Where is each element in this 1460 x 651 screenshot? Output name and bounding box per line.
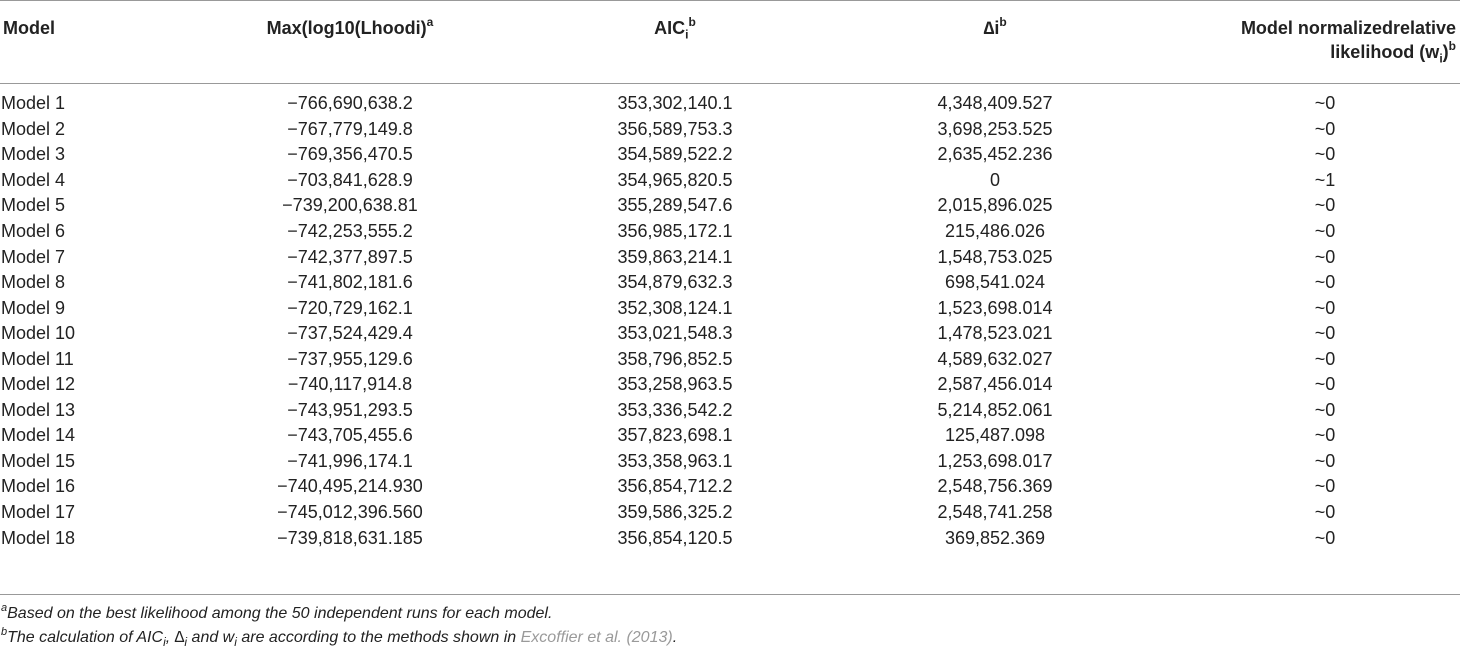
cell-aic: 356,854,120.5: [617, 527, 733, 548]
cell-relative-likelihood: ~0: [1314, 425, 1336, 446]
cell-relative-likelihood: ~0: [1314, 272, 1336, 293]
table-row: [0, 219, 1460, 245]
cell-model: Model 6: [1, 221, 66, 241]
cell-max-log-likelihood: −740,495,214.930: [277, 476, 423, 497]
cell-aic: 354,965,820.5: [617, 169, 733, 190]
cell-aic: 352,308,124.1: [617, 297, 733, 318]
cell-max-log-likelihood: −743,705,455.6: [287, 425, 413, 446]
header-relative-likelihood: Model normalizedrelative likelihood $(w_i)^b$: [1240, 18, 1456, 66]
cell-max-log-likelihood: −742,377,897.5: [287, 246, 413, 267]
table-row: [0, 270, 1460, 296]
cell-max-log-likelihood: −741,996,174.1: [287, 450, 413, 471]
table-row: [0, 193, 1460, 219]
cell-delta: 0: [989, 169, 1000, 190]
cell-model: Model 18: [1, 527, 76, 548]
header-delta: $\Delta i^b$: [983, 15, 1007, 38]
cell-model: Model 3: [1, 144, 66, 165]
table-row: [0, 372, 1460, 398]
table-row: [0, 142, 1460, 168]
cell-model: Model 17: [1, 502, 76, 523]
cell-max-log-likelihood: −743,951,293.5: [287, 399, 413, 420]
table-row: [0, 244, 1460, 270]
cell-aic: 353,021,548.3: [617, 323, 733, 344]
cell-max-log-likelihood: −739,200,638.81: [282, 195, 418, 216]
cell-relative-likelihood: ~0: [1314, 246, 1336, 267]
cell-delta: 2,548,741.258: [937, 502, 1053, 523]
cell-max-log-likelihood: −769,356,470.5: [287, 144, 413, 165]
cell-aic: 359,863,214.1: [617, 246, 733, 267]
cell-relative-likelihood: ~0: [1314, 297, 1336, 318]
cell-aic: 356,985,172.1: [617, 221, 733, 241]
cell-model: Model 2: [1, 118, 66, 139]
cell-model: Model 11: [1, 348, 74, 369]
table-row: [0, 398, 1460, 424]
cell-delta: 125,487.098: [944, 425, 1046, 446]
cell-model: Model 5: [1, 195, 66, 216]
cell-model: Model 15: [1, 450, 76, 471]
cell-max-log-likelihood: −766,690,638.2: [287, 93, 413, 114]
cell-aic: 356,854,712.2: [617, 476, 733, 497]
header-aic: $AIC_i^b$: [654, 15, 696, 42]
cell-relative-likelihood: ~1: [1314, 169, 1336, 190]
table-row: [0, 84, 1460, 117]
cell-model: Model 14: [1, 425, 76, 446]
cell-aic: 357,823,698.1: [617, 425, 733, 446]
cell-delta: 2,015,896.025: [937, 195, 1053, 216]
table-row: [0, 423, 1460, 449]
cell-aic: 354,589,522.2: [617, 144, 733, 165]
cell-relative-likelihood: ~0: [1314, 348, 1336, 369]
cell-aic: 358,796,852.5: [617, 348, 733, 369]
cell-relative-likelihood: ~0: [1314, 502, 1336, 523]
table-row: [0, 321, 1460, 347]
table-bottom-rule: [0, 594, 1460, 595]
cell-delta: 1,548,753.025: [937, 246, 1053, 267]
cell-max-log-likelihood: −737,955,129.6: [287, 348, 413, 369]
cell-max-log-likelihood: −737,524,429.4: [287, 323, 413, 344]
cell-relative-likelihood: ~0: [1314, 195, 1336, 216]
cell-aic: 353,302,140.1: [617, 93, 733, 114]
cell-delta: 2,587,456.014: [937, 374, 1053, 395]
cell-delta: 4,589,632.027: [937, 348, 1053, 369]
table-body: [0, 84, 1460, 551]
cell-max-log-likelihood: −740,117,914.8: [287, 374, 413, 395]
cell-relative-likelihood: ~0: [1314, 93, 1336, 114]
cell-delta: 369,852.369: [944, 527, 1046, 548]
table-row: [0, 500, 1460, 526]
cell-aic: 354,879,632.3: [617, 272, 733, 293]
footnote-b: $^b$The calculation of $AIC_i$, $\Delta_i$ and $w_i$ are according to the methods shown in Excoffier et al. (2013).: [1, 625, 678, 650]
header-row: [0, 0, 1460, 84]
cell-model: Model 10: [1, 323, 76, 344]
cell-aic: 356,589,753.3: [617, 118, 733, 139]
table-row: [0, 474, 1460, 500]
cell-delta: 215,486.026: [944, 221, 1046, 241]
cell-max-log-likelihood: −739,818,631.185: [277, 527, 423, 548]
cell-relative-likelihood: ~0: [1314, 450, 1336, 471]
cell-max-log-likelihood: −703,841,628.9: [287, 169, 413, 190]
cell-delta: 4,348,409.527: [937, 93, 1053, 114]
table-row: [0, 346, 1460, 372]
cell-relative-likelihood: ~0: [1314, 399, 1336, 420]
cell-model: Model 7: [1, 246, 66, 267]
cell-delta: 5,214,852.061: [937, 399, 1053, 420]
cell-relative-likelihood: ~0: [1314, 118, 1336, 139]
cell-delta: 2,548,756.369: [937, 476, 1053, 497]
table-row: [0, 168, 1460, 194]
cell-relative-likelihood: ~0: [1314, 144, 1336, 165]
cell-aic: 359,586,325.2: [617, 502, 733, 523]
cell-delta: 1,253,698.017: [937, 450, 1053, 471]
cell-model: Model 16: [1, 476, 76, 497]
cell-max-log-likelihood: −742,253,555.2: [287, 221, 413, 241]
cell-delta: 1,478,523.021: [937, 323, 1053, 344]
cell-aic: 355,289,547.6: [617, 195, 733, 216]
cell-delta: 3,698,253.525: [937, 118, 1053, 139]
table-row: [0, 525, 1460, 551]
table-row: [0, 449, 1460, 475]
reference-link-excoffier[interactable]: Excoffier et al. (2013): [520, 629, 673, 646]
cell-relative-likelihood: ~0: [1314, 374, 1336, 395]
cell-model: Model 1: [1, 93, 66, 114]
cell-delta: 698,541.024: [944, 272, 1046, 293]
cell-aic: 353,358,963.1: [617, 450, 733, 471]
cell-model: Model 12: [1, 374, 76, 395]
cell-aic: 353,258,963.5: [617, 374, 733, 395]
table-row: [0, 117, 1460, 143]
cell-aic: 353,336,542.2: [617, 399, 733, 420]
cell-max-log-likelihood: −767,779,149.8: [287, 118, 413, 139]
cell-relative-likelihood: ~0: [1314, 323, 1336, 344]
cell-max-log-likelihood: −745,012,396.560: [277, 502, 423, 523]
cell-relative-likelihood: ~0: [1314, 527, 1336, 548]
cell-max-log-likelihood: −720,729,162.1: [287, 297, 413, 318]
cell-relative-likelihood: ~0: [1314, 476, 1336, 497]
table-row: [0, 295, 1460, 321]
cell-delta: 1,523,698.014: [937, 297, 1053, 318]
footnote-a: $^a$Based on the best likelihood among the 50 independent runs for each model.: [1, 601, 553, 622]
cell-delta: 2,635,452.236: [937, 144, 1053, 165]
table-footnotes: [0, 602, 1460, 650]
cell-model: Model 4: [1, 169, 66, 190]
cell-model: Model 8: [1, 272, 66, 293]
cell-model: Model 9: [1, 297, 66, 318]
table-header: [0, 0, 1460, 84]
cell-model: Model 13: [1, 399, 76, 420]
cell-max-log-likelihood: −741,802,181.6: [287, 272, 413, 293]
cell-relative-likelihood: ~0: [1314, 221, 1336, 241]
header-max-log-likelihood: Max(log10(Lhoodi)$^a$: [266, 15, 434, 38]
header-model: Model: [3, 18, 55, 38]
